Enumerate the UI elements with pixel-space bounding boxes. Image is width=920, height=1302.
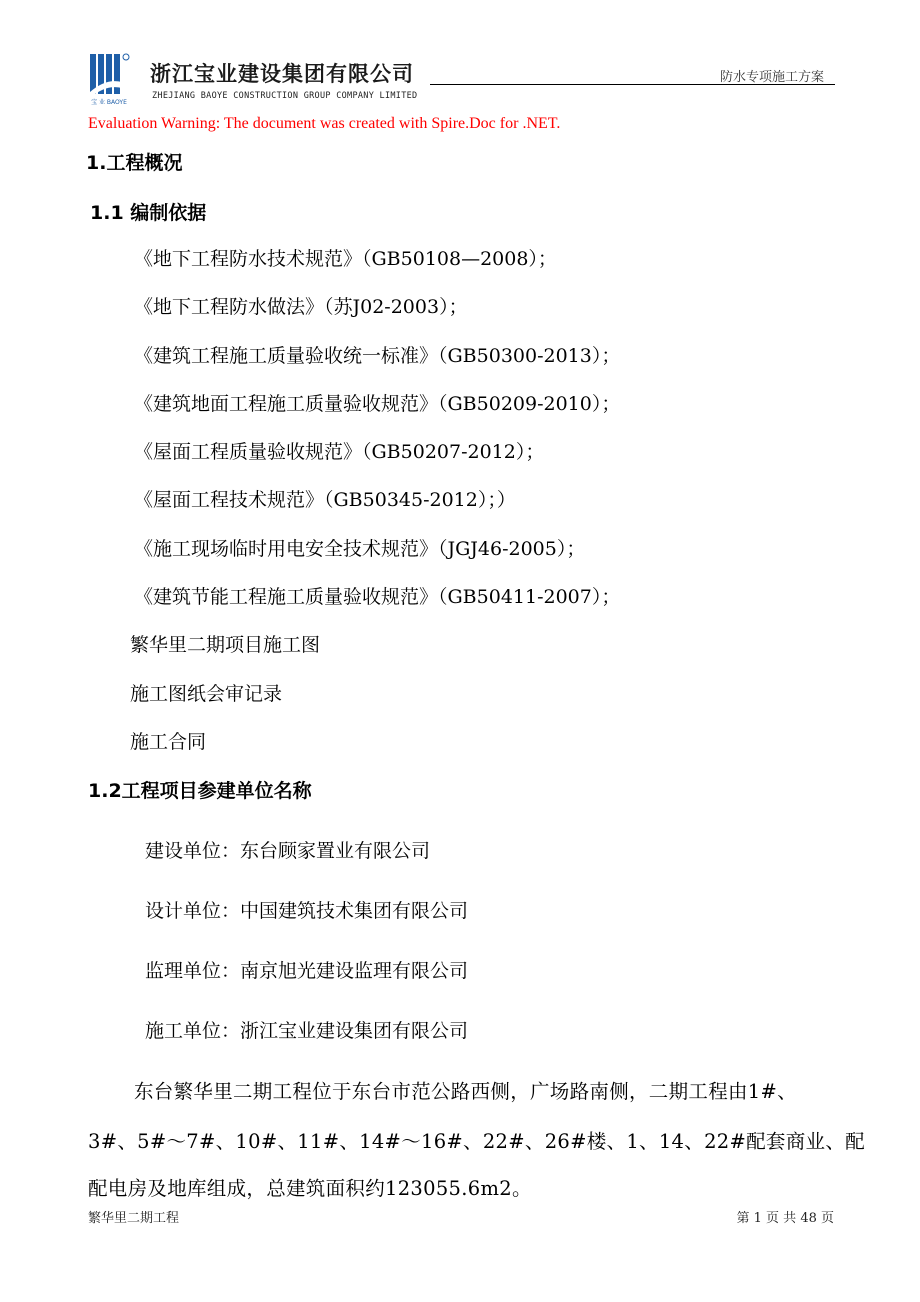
- basis-item: 《施工现场临时用电安全技术规范》（JGJ46-2005）；: [134, 538, 586, 560]
- footer-project-name: 繁华里二期工程: [88, 1211, 180, 1226]
- evaluation-warning: Evaluation Warning: The document was created with Spire.Doc for .NET.: [88, 115, 561, 132]
- basis-item: 施工图纸会审记录: [130, 683, 283, 705]
- basis-item: 《屋面工程质量验收规范》（GB50207-2012）；: [134, 441, 545, 463]
- basis-item: 繁华里二期项目施工图: [130, 634, 321, 656]
- baoye-logo-icon: [88, 52, 130, 106]
- company-logo: [88, 52, 130, 106]
- logo-text: 宝 业 BAOYE: [91, 99, 127, 106]
- unit-item: 监理单位：南京旭光建设监理有限公司: [145, 960, 469, 982]
- basis-item: 《地下工程防水技术规范》（GB50108—2008）；: [134, 248, 557, 270]
- basis-item: 《建筑地面工程施工质量验收规范》（GB50209-2010）；: [134, 393, 621, 415]
- subsection-title-units: 1.2工程项目参建单位名称: [88, 780, 312, 802]
- paragraph-line: 3#、5#～7#、10#、11#、14#～16#、22#、26#楼、1、14、22#配套商业、配: [88, 1130, 865, 1153]
- subsection-title-basis: 1.1 编制依据: [90, 202, 207, 224]
- unit-item: 设计单位：中国建筑技术集团有限公司: [145, 900, 469, 922]
- footer-page-number: 第 1 页 共 48 页: [736, 1211, 834, 1226]
- unit-item: 施工单位：浙江宝业建设集团有限公司: [145, 1020, 469, 1042]
- paragraph-line: 东台繁华里二期工程位于东台市范公路西侧，广场路南侧，二期工程由1#、: [134, 1080, 797, 1103]
- basis-item: 《地下工程防水做法》（苏J02-2003）；: [134, 296, 468, 318]
- basis-item: 施工合同: [130, 731, 207, 753]
- basis-item: 《建筑工程施工质量验收统一标准》（GB50300-2013）；: [134, 345, 621, 367]
- paragraph-line: 配电房及地库组成，总建筑面积约123055.6m2。: [88, 1177, 532, 1200]
- unit-item: 建设单位：东台顾家置业有限公司: [145, 840, 431, 862]
- section-title: 1.工程概况: [86, 152, 183, 174]
- basis-item: 《建筑节能工程施工质量验收规范》（GB50411-2007）；: [134, 586, 621, 608]
- basis-item: 《屋面工程技术规范》（GB50345-2012）；）: [134, 489, 516, 511]
- document-title: 防水专项施工方案: [719, 70, 824, 85]
- company-name-en: ZHEJIANG BAOYE CONSTRUCTION GROUP COMPANY LIMITED: [152, 91, 418, 101]
- company-name-cn: 浙江宝业建设集团有限公司: [150, 62, 414, 86]
